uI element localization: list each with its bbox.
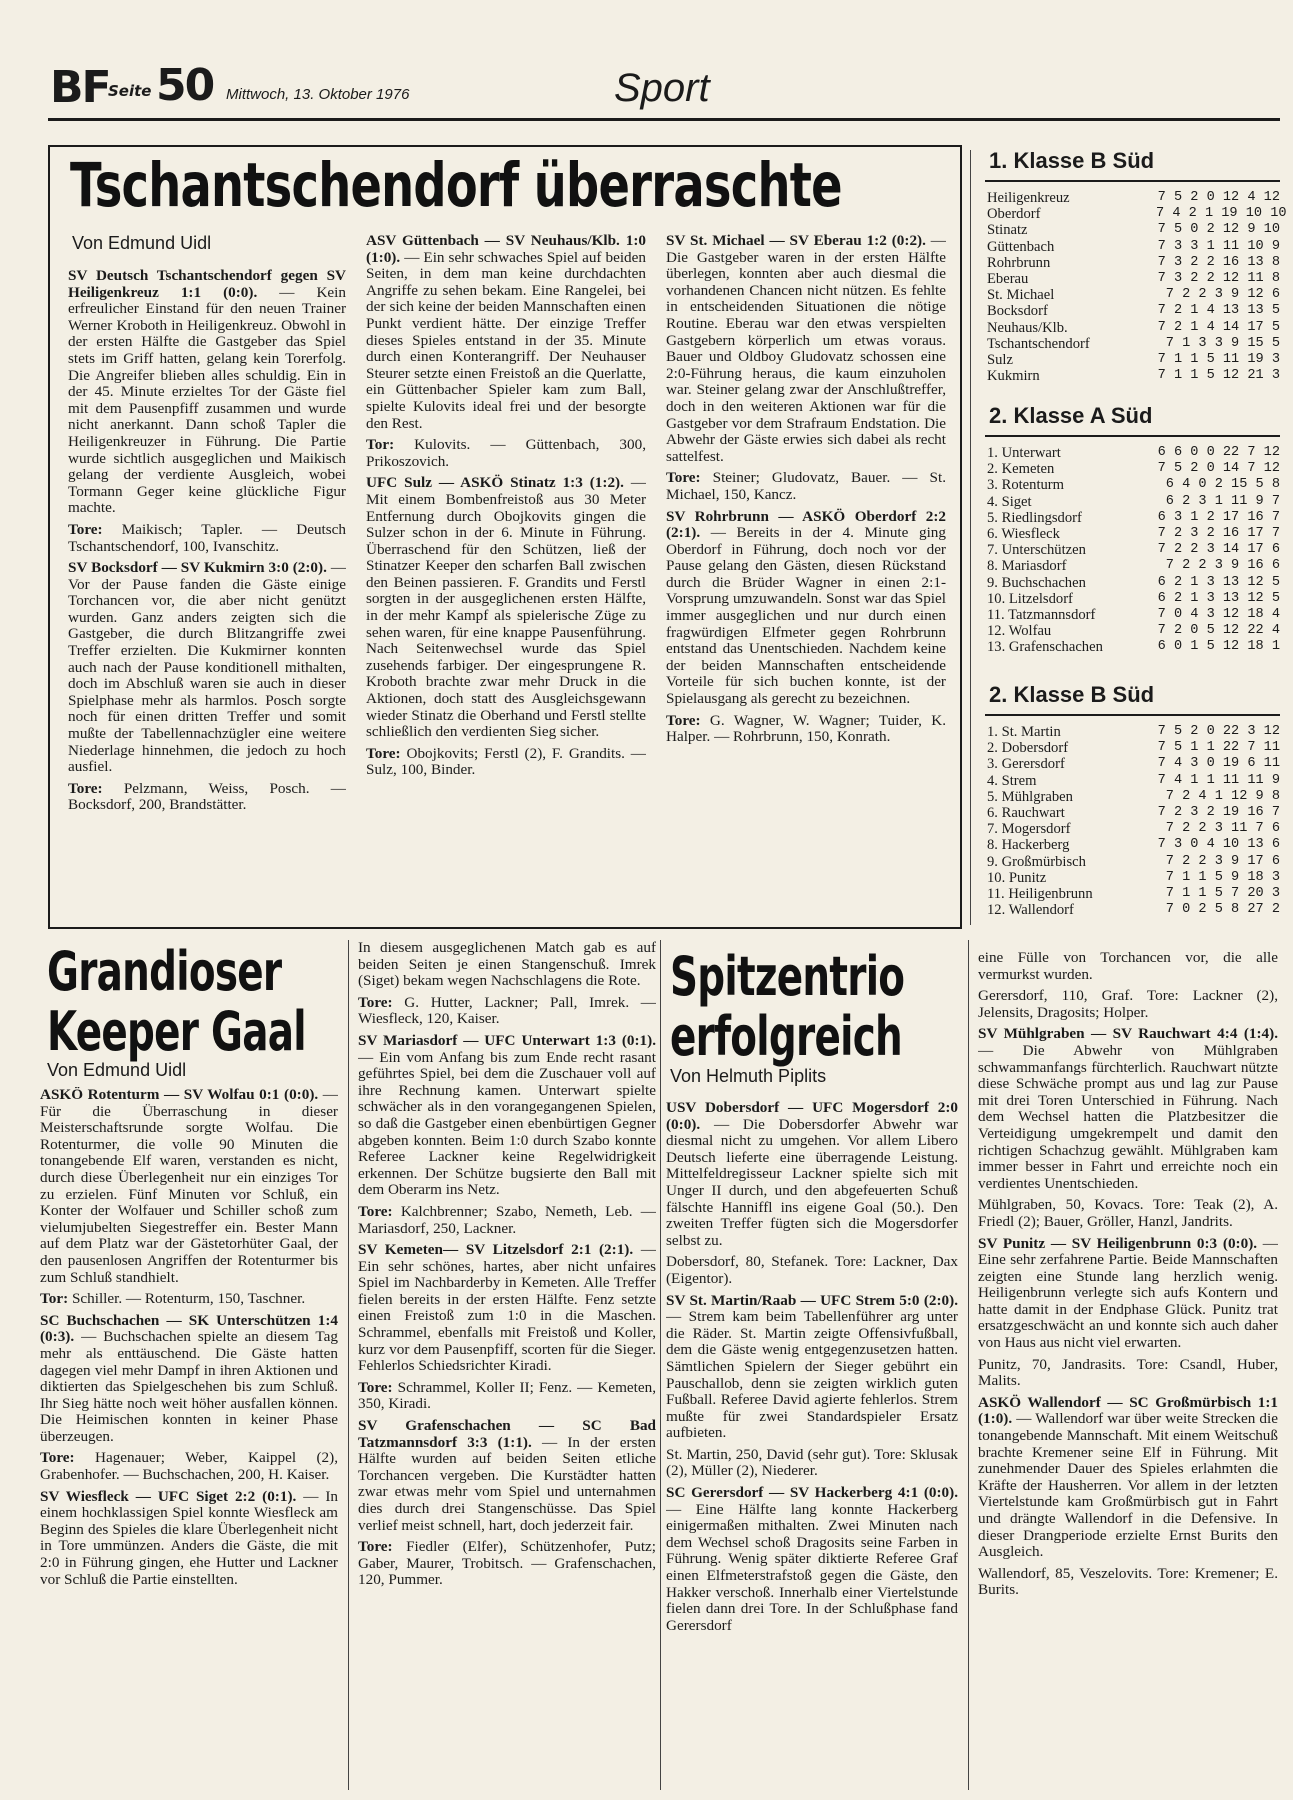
team-name: 8. Mariasdorf <box>987 558 1067 575</box>
team-name: 9. Buchschachen <box>987 574 1086 591</box>
team-name: 1. St. Martin <box>987 724 1061 740</box>
team-stats: 6 4 0 2 15 5 8 <box>1165 477 1280 493</box>
table-row <box>985 724 1280 740</box>
table-row <box>985 271 1280 287</box>
table-row <box>985 287 1280 303</box>
paragraph-text: — Eine sehr zerfahrene Partie. Beide Mannschaften zeigten eine Stunde lang herzlich wenig. Heiligenbrunn verlegte sich aufs Kontern und hatte damit in der Endphase Glück. Punitz trat ersatzgeschwächt an und konnte sich auch daher von Haus aus nicht viel erwarten. <box>978 1234 1278 1352</box>
paragraph-text: Dobersdorf, 80, Stefanek. Tore: Lackner, Dax (Eigentor). <box>666 1253 958 1287</box>
table-row <box>985 789 1280 805</box>
article-paragraph <box>666 509 946 708</box>
article-headline: Tschantschendorf überraschte <box>70 150 842 221</box>
table-row <box>985 639 1280 655</box>
article-paragraph <box>358 1242 656 1375</box>
table-row <box>985 591 1280 607</box>
table-row <box>985 510 1280 526</box>
team-name: Sulz <box>987 352 1013 369</box>
table-row <box>985 607 1280 623</box>
league-table <box>985 148 1287 385</box>
table-row <box>985 805 1280 821</box>
paragraph-text: Wallendorf, 85, Veszelovits. Tore: Kremener; E. Burits. <box>978 1564 1278 1599</box>
team-name: 1. Unterwart <box>987 445 1061 461</box>
table-row <box>985 821 1280 837</box>
table-row <box>985 902 1280 918</box>
paragraph-text: — Bereits in der 4. Minute ging Oberdorf in Führung, doch noch vor der Pause gelang den Gästen, diesen Rückstand durch die Brüder Wagner in einen 2:1-Vorsprung umzuwandeln. Sonst war das Spiel immer ausgeglichen und nur durch einen fragwürdigen Elfmeter gegen Rohrbrunn entstand das Unentschieden. Nachdem keine der beiden Mannschaften entscheidende Vorteile für sich buchen konnte, ist der Spielausgang als gerecht zu bezeichnen. <box>666 524 946 708</box>
article-paragraph <box>366 437 646 470</box>
team-stats: 7 4 2 1 19 10 10 <box>1156 206 1287 222</box>
article-paragraph <box>40 1450 338 1483</box>
team-stats: 7 3 3 1 11 10 9 <box>1157 238 1280 254</box>
team-name: 3. Gerersdorf <box>987 756 1065 773</box>
article-column <box>358 940 656 1793</box>
paragraph-text: eine Fülle von Torchancen vor, die alle vermurkst wurden. <box>978 950 1278 983</box>
paragraph-text: In diesem ausgeglichenen Match gab es auf beiden Seiten je einen Stangenschuß. Imrek (Siget) bekam wegen Nachschlagens die Rote. <box>358 940 656 990</box>
match-teams: SV Kemeten— SV Litzelsdorf 2:1 (2:1). <box>358 1241 634 1259</box>
team-stats: 7 2 3 2 19 16 7 <box>1157 805 1280 821</box>
article-column <box>40 1087 338 1793</box>
match-teams: SV Wiesfleck — UFC Siget 2:2 (0:1). <box>40 1487 297 1505</box>
table-row <box>985 239 1280 255</box>
team-name: Tschantschendorf <box>987 335 1090 352</box>
match-teams: SV Punitz — SV Heiligenbrunn 0:3 (0:0). <box>978 1234 1258 1252</box>
paragraph-text: — Ein sehr schönes, hartes, aber nicht unfaires Spiel im Nachbarderby in Kemeten. Alle Treffer fielen bereits in der ersten Hälfte. Fenz setzte einen Freistoß zum 1:0 in die Maschen. Schrammel, ebenfalls mit Freistoß und Koller, kurz vor dem Pausenpfiff, scorten für die Sieger. Fehlerlos Schiedsrichter Kiradi. <box>358 1241 656 1375</box>
table-title: 1. Klasse B Süd <box>985 148 1280 182</box>
article-paragraph <box>978 1026 1278 1192</box>
team-stats: 7 2 2 3 9 16 6 <box>1165 558 1280 574</box>
article-headline-line1: Spitzentrio <box>670 945 905 1008</box>
article-column <box>666 233 946 923</box>
table-row <box>985 756 1280 772</box>
league-table <box>985 682 1280 918</box>
paragraph-text: Schiller. — Rotenturm, 150, Taschner. <box>68 1290 306 1308</box>
table-row <box>985 303 1280 319</box>
page-label: Seite <box>108 82 152 100</box>
match-teams: ASKÖ Wallendorf — SC Großmürbisch 1:1 (1:0). <box>978 1393 1278 1428</box>
team-name: 10. Punitz <box>987 869 1047 886</box>
team-name: 8. Hackerberg <box>987 837 1070 854</box>
paragraph-text: — Ein sehr schwaches Spiel auf beiden Seiten, in dem man keine durchdachten Angriffe zu sehen bekam. Eine Rangelei, bei der sich keine der beiden Mannschaften einen Punkt verdient hätte. Der einzige Treffer dieses Spieles entstand in der 35. Minute durch einen Konterangriff. Der Neuhauser Steurer setzte einen Freistoß an die Querlatte, ein Güttenbacher Spieler kam zum Ball, spielte Kulovits ideal frei und der besorgte den Rest. <box>366 248 646 432</box>
league-table <box>985 403 1280 656</box>
match-teams: SV St. Martin/Raab — UFC Strem 5:0 (2:0). <box>666 1291 958 1309</box>
match-teams: ASKÖ Rotenturm — SV Wolfau 0:1 (0:0). <box>40 1087 319 1103</box>
team-stats: 7 5 2 0 22 3 12 <box>1157 724 1280 739</box>
scorers-label: Tore: <box>68 779 103 797</box>
article-paragraph <box>978 1197 1278 1230</box>
scorers-label: Tore: <box>358 1538 393 1556</box>
paragraph-text: Schrammel, Koller II; Fenz. — Kemeten, 350, Kiradi. <box>358 1378 656 1413</box>
team-stats: 7 3 2 2 12 11 8 <box>1157 271 1280 287</box>
paragraph-text: — Für die Überraschung in dieser Meisterschaftsrunde sorgte Wolfau. Die Rotenturmer, die volle 90 Minuten die tonangebende Elf waren, verstanden es nicht, durch diese Überlegenheit nur ein einziges Tor zu erzielen. Fünf Minuten vor Schluß, ein Konter der Wolfauer und Schiller schoß zum vielumjubelten Siegestreffer ein. Bester Mann auf dem Platz war der Gästetorhüter Gaal, der den pausenlosen Angriffen der Rotenturmer bis zum Schluß standhielt. <box>40 1087 338 1286</box>
section-title: Sport <box>614 66 710 110</box>
article-column <box>366 233 646 923</box>
article-paragraph <box>68 522 346 555</box>
team-name: 11. Heiligenbrunn <box>987 886 1093 903</box>
article-paragraph <box>666 1293 958 1442</box>
article-paragraph <box>358 1204 656 1237</box>
table-row <box>985 870 1280 886</box>
paragraph-text: — Kein erfreulicher Einstand für den neuen Trainer Werner Kroboth in Heiligenkreuz. Obwohl in der ersten Hälfte die Gastgeber das Spiel stets im Griff hatten, gelang kein Torerfolg. Die Angreifer blieben alles schuldig. Ein in der 45. Minute erzieltes Tor der Gäste fiel mit dem Pausenpfiff zusammen und wurde nicht anerkannt. Dann schoß Tapler die Heiligenkreuzer in Führung. Die Partie wurde sichtlich ausgeglichen und Maikisch gelang der verdiente Ausgleich, wobei Tormann Geger keine glückliche Figur machte. <box>68 283 346 517</box>
masthead-rule <box>48 118 1280 121</box>
scorers-label: Tor: <box>40 1290 69 1308</box>
match-teams: SV Grafenschachen — SC Bad Tatzmannsdorf 3:3 (1:1). <box>358 1417 656 1451</box>
team-stats: 7 5 1 1 22 7 11 <box>1157 740 1280 756</box>
team-stats: 7 2 0 5 12 22 4 <box>1157 623 1280 639</box>
team-name: Bocksdorf <box>987 303 1048 320</box>
scorers-label: Tore: <box>666 711 701 729</box>
team-stats: 6 3 1 2 17 16 7 <box>1157 509 1280 525</box>
paragraph-text: Hagenauer; Weber, Kaippel (2), Grabenhofer. — Buchschachen, 200, H. Kaiser. <box>40 1449 338 1484</box>
article-headline-line1: Grandioser <box>47 940 282 1003</box>
article-paragraph <box>40 1489 338 1589</box>
team-name: 2. Kemeten <box>987 461 1055 478</box>
article-paragraph <box>358 995 656 1028</box>
team-stats: 7 2 3 2 16 17 7 <box>1157 526 1280 542</box>
article-paragraph <box>978 1357 1278 1390</box>
team-name: 12. Wallendorf <box>987 902 1074 919</box>
match-teams: SV Bocksdorf — SV Kukmirn 3:0 (2:0). <box>68 559 327 577</box>
team-name: 10. Litzelsdorf <box>987 590 1073 607</box>
table-row <box>985 320 1280 336</box>
article-paragraph <box>366 746 646 779</box>
paragraph-text: — Strem kam beim Tabellenführer arg unter die Räder. St. Martin zeigte Offensivfußball, dem die Gäste wenig entgegenzusetzen hatten. Sämtlichen Spielern der Sieger gebührt ein Pauschallob, denn sie zeigten wirklich guten Fußball. Referee David agierte fehlerlos. Strem mußte für zwei Standardspieler Ersatz aufbieten. <box>666 1308 958 1442</box>
newspaper-logo: BF <box>50 62 110 113</box>
team-name: Kukmirn <box>987 368 1040 385</box>
team-stats: 7 2 2 3 14 17 6 <box>1157 542 1280 558</box>
team-name: Heiligenkreuz <box>987 190 1070 206</box>
article-paragraph <box>666 713 946 746</box>
match-teams: SC Buchschachen — SK Unterschützen 1:4 (0:3). <box>40 1311 338 1346</box>
issue-date: Mittwoch, 13. Oktober 1976 <box>226 86 410 103</box>
paragraph-text: Pelzmann, Weiss, Posch. — Bocksdorf, 200, Brandstätter. <box>68 779 346 814</box>
team-name: 13. Grafenschachen <box>987 639 1103 656</box>
article-paragraph <box>358 1380 656 1413</box>
team-stats: 7 0 2 5 8 27 2 <box>1165 902 1280 918</box>
article-byline: Von Edmund Uidl <box>72 233 212 253</box>
match-teams: SV Deutsch Tschantschendorf gegen SV Heiligenkreuz 1:1 (0:0). <box>68 268 346 301</box>
match-teams: SC Gerersdorf — SV Hackerberg 4:1 (0:0). <box>666 1484 958 1502</box>
article-paragraph <box>40 1291 338 1308</box>
team-stats: 7 4 3 0 19 6 11 <box>1157 756 1280 772</box>
article-paragraph <box>978 1395 1278 1561</box>
article-paragraph <box>40 1313 338 1446</box>
paragraph-text: — Die Abwehr von Mühlgraben schwammanfangs fürchterlich. Rauchwart nützte diese Schwäche prompt aus und lag zur Pause mit drei Toren Unterschied in Führung. Nach dem Wechsel hatten die Platzbesitzer die Verteidigung umgekrempelt und damit den richtigen Schachzug gewählt. Mühlgraben kam immer besser in Fahrt und erreichte noch ein verdientes Unentschieden. <box>978 1041 1278 1192</box>
column-rule <box>968 940 969 1790</box>
team-stats: 7 2 2 3 9 17 6 <box>1165 853 1280 869</box>
match-teams: SV Mariasdorf — UFC Unterwart 1:3 (0:1). <box>358 1031 656 1049</box>
team-name: 3. Rotenturm <box>987 477 1065 494</box>
article-paragraph <box>366 233 646 432</box>
paragraph-text: — Ein vom Anfang bis zum Ende recht rasant geführtes Spiel, bei dem die Zuschauer voll auf ihre Rechnung kamen. Unterwart spielte schwächer als in den vorangegangenen Spielen, so daß die Gastgeber einen ebenbürtigen Gegner abgeben konnten. Beim 1:0 durch Szabo konnte Referee Lackner keine Regelwidrigkeit erkennen. Der Schütze bugsierte den Ball mit dem Oberarm ins Netz. <box>358 1048 656 1199</box>
table-row <box>985 477 1280 493</box>
table-row <box>985 461 1280 477</box>
article-paragraph <box>358 940 656 990</box>
team-name: Oberdorf <box>987 206 1041 223</box>
table-row <box>985 526 1280 542</box>
article-paragraph <box>666 233 946 465</box>
paragraph-text: St. Martin, 250, David (sehr gut). Tore: Sklusak (2), Müller (2), Niederer. <box>666 1445 958 1480</box>
column-rule <box>660 940 661 1790</box>
paragraph-text: Steiner; Gludovatz, Bauer. — St. Michael, 150, Kancz. <box>666 469 946 503</box>
paragraph-text: — Wallendorf war über weite Strecken die tonangebende Mannschaft. Mit einem Weitschuß brachte Kremener seine Elf in Führung. Mit zunehmender Dauer des Spieles erlahmten die Kräfte der Hausherren. Vor allem in der letzten Viertelstunde kam Großmürbisch gut in Fahrt und drängte Wallendorf in die Defensive. In dieser Drangperiode erzielte Ernst Burits den Ausgleich. <box>978 1410 1278 1561</box>
team-stats: 7 2 1 4 13 13 5 <box>1157 303 1280 319</box>
table-row <box>985 740 1280 756</box>
paragraph-text: — Mit einem Bombenfreistoß aus 30 Meter Entfernung durch Obojkovits gingen die Sulzer schon in der 6. Minute in Führung. Überraschend für den Schützen, ließ der Stinatzer Keeper den scharfen Ball zwischen den Beinen passieren. F. Grandits und Ferstl sorgten in der ausgeglichenen ersten Hälfte, in der mehr Kampf als spielerische Züge zu sehen waren, für eine knappe Pausenführung. Nach Seitenwechsel wurde das Spiel zusehends farbiger. Der eingesprungene R. Kroboth brachte zwar mehr Druck in die Aktionen, doch statt des Ausgleichsgewann wieder Stinatz die Oberhand und Ferstl stellte schließlich den verdienten Sieg sicher. <box>366 474 646 741</box>
team-stats: 7 3 0 4 10 13 6 <box>1157 837 1280 853</box>
team-name: 6. Rauchwart <box>987 805 1065 822</box>
team-stats: 7 2 2 3 11 7 6 <box>1165 821 1280 837</box>
scorers-label: Tore: <box>68 520 103 538</box>
paragraph-text: Obojkovits; Ferstl (2), F. Grandits. — Sulz, 100, Binder. <box>366 744 646 779</box>
team-stats: 6 2 1 3 13 12 5 <box>1157 574 1280 590</box>
team-name: 5. Riedlingsdorf <box>987 509 1082 526</box>
paragraph-text: Kulovits. — Güttenbach, 300, Prikoszovich. <box>366 436 646 470</box>
article-paragraph <box>68 560 346 776</box>
team-name: 12. Wolfau <box>987 623 1052 640</box>
team-name: Eberau <box>987 271 1029 288</box>
scorers-label: Tore: <box>366 744 401 762</box>
paragraph-text: — Eine Hälfte lang konnte Hackerberg einigermaßen mithalten. Zwei Minuten nach dem Wechsel schoß Dragosits seine Farben in Führung. Wenig später diktierte Referee Graf einen Elfmeterstrafstoß gegen die Gäste, den Hakker verschoß. Innerhalb einer Viertelstunde fielen dann drei Tore. In der Schlußphase fand Gerersdorf <box>666 1500 958 1634</box>
table-row <box>985 623 1280 639</box>
table-row <box>985 542 1280 558</box>
column-rule <box>970 150 971 925</box>
team-stats: 7 5 2 0 12 4 12 <box>1157 190 1280 205</box>
article-paragraph <box>40 1087 338 1286</box>
table-row <box>985 445 1280 461</box>
team-stats: 7 4 1 1 11 11 9 <box>1157 772 1280 788</box>
team-name: 11. Tatzmannsdorf <box>987 607 1096 624</box>
table-row <box>985 854 1280 870</box>
paragraph-text: Punitz, 70, Jandrasits. Tore: Csandl, Huber, Malits. <box>978 1355 1278 1390</box>
scorers-label: Tore: <box>358 1378 393 1396</box>
article-headline-line2: erfolgreich <box>670 1005 903 1068</box>
team-name: Güttenbach <box>987 238 1055 255</box>
page-number: 50 <box>156 60 214 111</box>
match-teams: UFC Sulz — ASKÖ Stinatz 1:3 (1:2). <box>366 474 624 492</box>
scorers-label: Tore: <box>358 993 393 1011</box>
match-teams: SV Rohrbrunn — ASKÖ Oberdorf 2:2 (2:1). <box>666 507 946 542</box>
scorers-label: Tore: <box>358 1202 393 1220</box>
article-paragraph <box>358 1539 656 1589</box>
paragraph-text: — Die Gastgeber waren in der ersten Hälfte überlegen, konnten aber auch diesmal die vorhandenen Chancen nicht nützen. Es fehlte in entscheidenden Situationen die nötige Routine. Eberau war den etwas verspielten Gastgebern körperlich um etwas voraus. Bauer und Oldboy Gludovatz schossen eine 2:0-Führung heraus, die kaum einzuholen war. Steiner gelang zwar der Anschlußtreffer, doch in den weiteren Aktionen war für die Gastgeber vor dem Strafraum Endstation. Die Abwehr der Gäste erwies sich dabei als recht sattelfest. <box>666 233 946 465</box>
team-name: 6. Wiesfleck <box>987 526 1060 543</box>
table-title: 2. Klasse B Süd <box>985 682 1280 716</box>
table-row <box>985 558 1280 574</box>
table-row <box>985 368 1280 384</box>
team-stats: 7 0 4 3 12 18 4 <box>1157 607 1280 623</box>
team-name: 9. Großmürbisch <box>987 853 1086 870</box>
article-paragraph <box>68 781 346 814</box>
team-stats: 7 1 3 3 9 15 5 <box>1165 335 1280 351</box>
team-name: 7. Mogersdorf <box>987 821 1071 838</box>
article-column <box>68 268 346 923</box>
column-rule <box>348 940 349 1790</box>
team-stats: 7 1 1 5 12 21 3 <box>1157 368 1280 384</box>
paragraph-text: Fiedler (Elfer), Schützenhofer, Putz; Gaber, Maurer, Trobitsch. — Grafenschachen, 120, Pummer. <box>358 1538 656 1589</box>
team-name: Stinatz <box>987 222 1028 239</box>
article-paragraph <box>978 1566 1278 1599</box>
table-row <box>985 190 1280 206</box>
table-row <box>985 494 1280 510</box>
article-paragraph <box>666 1254 958 1287</box>
table-row <box>985 255 1280 271</box>
team-stats: 7 5 0 2 12 9 10 <box>1157 222 1280 238</box>
team-stats: 6 2 1 3 13 12 5 <box>1157 590 1280 606</box>
team-stats: 7 1 1 5 11 19 3 <box>1157 352 1280 368</box>
article-paragraph <box>666 1100 958 1249</box>
team-name: St. Michael <box>987 287 1055 304</box>
scorers-label: Tor: <box>366 436 395 454</box>
team-stats: 7 1 1 5 7 20 3 <box>1165 886 1280 902</box>
paragraph-text: — In der ersten Hälfte wurden auf beiden Seiten etliche Torchancen vergeben. Die Kurstädter hatten zwar etwas mehr vom Spiel und unternahmen dies durch drei Stangenschüsse. Das Spiel verlief meist schnell, hart, doch jederzeit fair. <box>358 1433 656 1534</box>
article-paragraph <box>666 470 946 503</box>
team-name: 5. Mühlgraben <box>987 788 1073 805</box>
article-paragraph <box>666 1447 958 1480</box>
article-paragraph <box>358 1033 656 1199</box>
article-paragraph <box>366 475 646 741</box>
table-row <box>985 222 1280 238</box>
paragraph-text: — Die Dobersdorfer Abwehr war diesmal nicht zu umgehen. Vor allem Libero Deutsch lieferte eine überragende Leistung. Mittelfeldregisseur Lackner spielte sich mit Unger II durch, und den abgefeuerten Schuß fälschte Hanniffl ins eigene Goal (50.). Den zweiten Treffer fügten sich die Mogersdorfer selbst zu. <box>666 1115 958 1249</box>
paragraph-text: Kalchbrenner; Szabo, Nemeth, Leb. — Mariasdorf, 250, Lackner. <box>358 1202 656 1237</box>
paragraph-text: G. Hutter, Lackner; Pall, Imrek. — Wiesfleck, 120, Kaiser. <box>358 993 656 1028</box>
article-paragraph <box>358 1418 656 1534</box>
article-paragraph <box>978 1236 1278 1352</box>
table-row <box>985 352 1280 368</box>
table-row <box>985 206 1287 223</box>
team-stats: 7 2 1 4 14 17 5 <box>1157 319 1280 335</box>
team-name: Neuhaus/Klb. <box>987 319 1068 336</box>
paragraph-text: — Buchschachen spielte an diesem Tag mehr als enttäuschend. Die Gäste hatten dagegen viel mehr Dampf in ihren Aktionen und diktierten das Spielgeschehen bis zum Schluß. Ihr Sieg hätte noch weit höher ausfallen können. Die Heimischen konnten in keiner Phase überzeugen. <box>40 1328 338 1445</box>
masthead <box>48 58 1276 120</box>
paragraph-text: Gerersdorf, 110, Graf. Tore: Lackner (2), Jelensits, Dragosits; Holper. <box>978 987 1278 1021</box>
table-row <box>985 773 1280 789</box>
team-stats: 7 5 2 0 14 7 12 <box>1157 461 1280 477</box>
team-stats: 6 2 3 1 11 9 7 <box>1165 493 1280 509</box>
article-byline: Von Edmund Uidl <box>47 1060 187 1080</box>
match-teams: USV Dobersdorf — UFC Mogersdorf 2:0 (0:0). <box>666 1100 958 1133</box>
match-teams: ASV Güttenbach — SV Neuhaus/Klb. 1:0 (1:0). <box>366 233 646 266</box>
paragraph-text: Mühlgraben, 50, Kovacs. Tore: Teak (2), A. Friedl (2); Bauer, Gröller, Hanzl, Jandrits. <box>978 1196 1278 1230</box>
table-row <box>985 886 1280 902</box>
team-stats: 6 6 0 0 22 7 12 <box>1157 445 1280 460</box>
team-name: 2. Dobersdorf <box>987 740 1069 757</box>
team-stats: 7 2 2 3 9 12 6 <box>1165 287 1280 303</box>
article-byline: Von Helmuth Piplits <box>670 1066 827 1086</box>
paragraph-text: — In einem hochklassigen Spiel konnte Wiesfleck am Beginn des Spieles die klare Überlegenheit nicht in Tore ummünzen. Anders die Gäste, die mit 2:0 in Führung gingen, ehe Hutter und Lackner vor Schluß die Partie einstellten. <box>40 1487 338 1588</box>
match-teams: SV St. Michael — SV Eberau 1:2 (0:2). <box>666 233 926 249</box>
scorers-label: Tore: <box>40 1449 75 1467</box>
paragraph-text: — Vor der Pause fanden die Gäste einige Torchancen vor, die aber nicht genützt wurden. Ganz anders zeigten sich die Gastgeber, die durch Blitzangriffe zwei Treffer erzielten. Die Kukmirner konnten auch nach der Pause konditionell mithalten, doch im Abschluß waren sie auch in dieser Spielphase mehr als harmlos. Posch sorgte noch für einen dritten Treffer und somit mußte der Tabellennachzügler eine weitere Niederlage hinnehmen, die jedoch zu hoch ausfiel. <box>68 559 346 776</box>
team-name: Rohrbrunn <box>987 254 1051 271</box>
paragraph-text: G. Wagner, W. Wagner; Tuider, K. Halper. — Rohrbrunn, 150, Konrath. <box>666 711 946 746</box>
article-column <box>666 1100 958 1793</box>
article-paragraph <box>978 988 1278 1021</box>
article-paragraph <box>68 268 346 517</box>
team-name: 4. Siget <box>987 493 1032 510</box>
article-paragraph <box>666 1485 958 1634</box>
team-name: 7. Unterschützen <box>987 542 1086 559</box>
article-headline-line2: Keeper Gaal <box>47 1000 306 1063</box>
paragraph-text: Maikisch; Tapler. — Deutsch Tschantschendorf, 100, Ivanschitz. <box>68 520 346 555</box>
team-stats: 6 0 1 5 12 18 1 <box>1157 639 1280 655</box>
table-row <box>985 336 1280 352</box>
match-teams: SV Mühlgraben — SV Rauchwart 4:4 (1:4). <box>978 1025 1278 1043</box>
table-row <box>985 575 1280 591</box>
team-stats: 7 3 2 2 16 13 8 <box>1157 254 1280 270</box>
scorers-label: Tore: <box>666 469 701 487</box>
article-column <box>978 950 1278 1793</box>
team-stats: 7 1 1 5 9 18 3 <box>1165 869 1280 885</box>
team-stats: 7 2 4 1 12 9 8 <box>1165 788 1280 804</box>
table-title: 2. Klasse A Süd <box>985 403 1280 437</box>
team-name: 4. Strem <box>987 772 1037 789</box>
table-row <box>985 837 1280 853</box>
article-paragraph <box>978 950 1278 983</box>
